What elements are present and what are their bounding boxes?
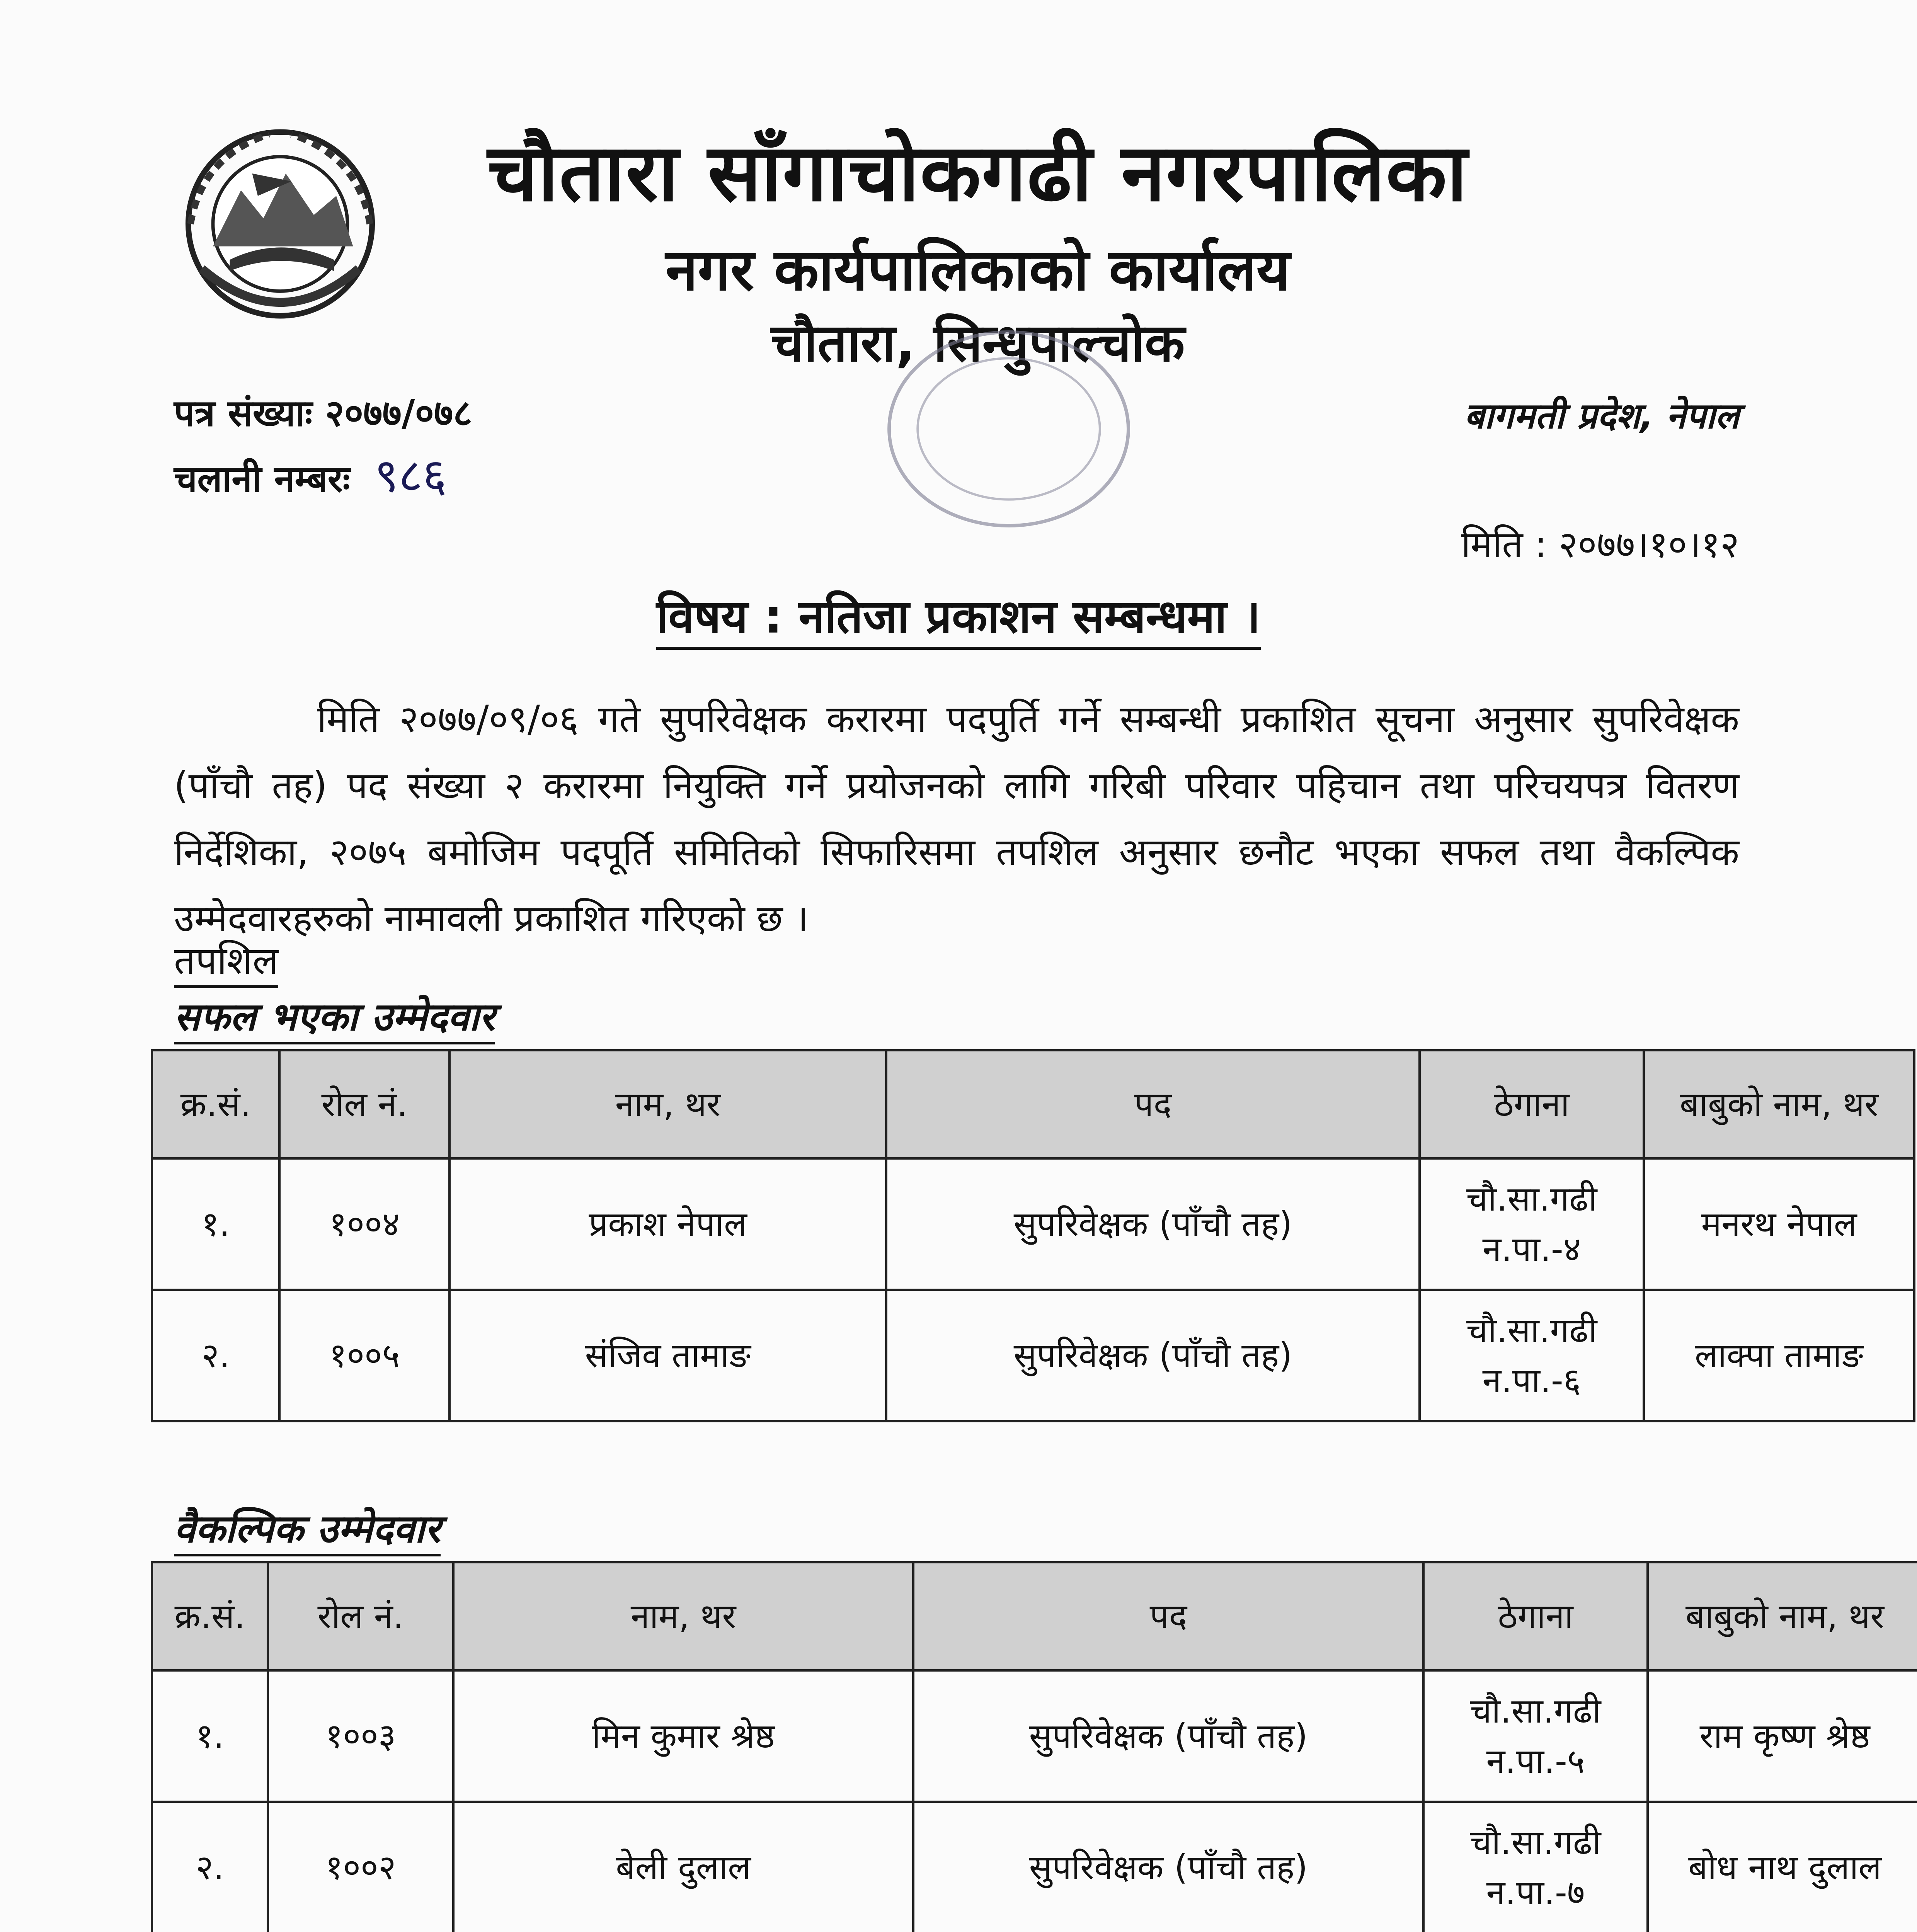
cell-sn: १. bbox=[152, 1158, 279, 1290]
table-header-row bbox=[152, 1562, 1917, 1670]
cell-post: सुपरिवेक्षक (पाँचौ तह) bbox=[913, 1670, 1423, 1802]
reference-number bbox=[174, 386, 472, 437]
cell-name: बेली दुलाल bbox=[453, 1802, 913, 1932]
date-label: मिति : bbox=[1461, 524, 1547, 566]
table-row bbox=[152, 1290, 1914, 1421]
table-header-row bbox=[152, 1050, 1914, 1158]
cell-post: सुपरिवेक्षक (पाँचौ तह) bbox=[886, 1290, 1420, 1421]
subject-text: विषय : नतिजा प्रकाशन सम्बन्धमा । bbox=[656, 590, 1261, 650]
cell-roll: १००२ bbox=[268, 1802, 453, 1932]
cell-sn: १. bbox=[152, 1670, 268, 1802]
office-name: नगर कार्यपालिकाको कार्यालय bbox=[666, 236, 1290, 304]
cell-sn: २. bbox=[152, 1290, 279, 1421]
cell-post: सुपरिवेक्षक (पाँचौ तह) bbox=[886, 1158, 1420, 1290]
cell-father: लाक्पा तामाङ bbox=[1644, 1290, 1914, 1421]
body-paragraph: मिति २०७७/०९/०६ गते सुपरिवेक्षक करारमा पदपुर्ति गर्ने सम्बन्धी प्रकाशित सूचना अनुसार सुपरिवेक्षक (पाँचौ तह) पद संख्या २ करारमा नियुक्ति गर्ने प्रयोजनको लागि गरिबी परिवार पहिचान तथा परिचयपत्र वितरण निर्देशिका, २०७५ बमोजिम पदपूर्ति समितिको सिफारिसमा तपशिल अनुसार छनौट भएका सफल तथा वैकल्पिक उम्मेदवारहरुको नामावली प्रकाशित गरिएको छ । bbox=[174, 697, 1739, 940]
dispatch-number bbox=[174, 442, 447, 505]
details-label: तपशिल bbox=[174, 933, 278, 985]
dispatch-label: चलानी नम्बरः bbox=[174, 458, 350, 500]
province: बागमती प्रदेश, नेपाल bbox=[1464, 395, 1739, 437]
alternate-heading: वैकल्पिक उम्मेदवार bbox=[174, 1501, 441, 1554]
municipality-title: चौतारा साँगाचोकगढी नगरपालिका bbox=[487, 127, 1468, 219]
table-row bbox=[152, 1802, 1917, 1932]
header-roll: रोल नं. bbox=[279, 1050, 449, 1158]
cell-name: संजिव तामाङ bbox=[449, 1290, 886, 1421]
date-value: २०७७।१०।१२ bbox=[1558, 524, 1739, 566]
table-row bbox=[152, 1670, 1917, 1802]
nepal-emblem-icon bbox=[168, 110, 392, 327]
letter-date bbox=[1461, 518, 1739, 568]
dispatch-value: ९८६ bbox=[374, 449, 447, 503]
subject-line bbox=[0, 583, 1917, 646]
alternate-candidates-table bbox=[151, 1561, 1917, 1932]
office-address: चौतारा, सिन्धुपाल्चोक bbox=[771, 313, 1185, 373]
cell-roll: १००४ bbox=[279, 1158, 449, 1290]
cell-name: मिन कुमार श्रेष्ठ bbox=[453, 1670, 913, 1802]
header-father: बाबुको नाम, थर bbox=[1644, 1050, 1914, 1158]
cell-post: सुपरिवेक्षक (पाँचौ तह) bbox=[913, 1802, 1423, 1932]
cell-address: चौ.सा.गढी न.पा.-४ bbox=[1420, 1158, 1644, 1290]
cell-roll: १००३ bbox=[268, 1670, 453, 1802]
cell-sn: २. bbox=[152, 1802, 268, 1932]
reference-label: पत्र संख्याः bbox=[174, 392, 313, 435]
office-stamp bbox=[870, 321, 1148, 537]
header-post: पद bbox=[913, 1562, 1423, 1670]
header-roll: रोल नं. bbox=[268, 1562, 453, 1670]
header-name: नाम, थर bbox=[449, 1050, 886, 1158]
cell-address: चौ.सा.गढी न.पा.-७ bbox=[1423, 1802, 1648, 1932]
header-address: ठेगाना bbox=[1423, 1562, 1648, 1670]
cell-address: चौ.सा.गढी न.पा.-६ bbox=[1420, 1290, 1644, 1421]
header-father: बाबुको नाम, थर bbox=[1648, 1562, 1917, 1670]
cell-father: मनरथ नेपाल bbox=[1644, 1158, 1914, 1290]
successful-heading: सफल भएका उम्मेदवार bbox=[174, 989, 495, 1042]
cell-address: चौ.सा.गढी न.पा.-५ bbox=[1423, 1670, 1648, 1802]
successful-candidates-table bbox=[151, 1049, 1915, 1422]
header-sn: क्र.सं. bbox=[152, 1050, 279, 1158]
header-post: पद bbox=[886, 1050, 1420, 1158]
cell-father: राम कृष्ण श्रेष्ठ bbox=[1648, 1670, 1917, 1802]
cell-name: प्रकाश नेपाल bbox=[449, 1158, 886, 1290]
table-row bbox=[152, 1158, 1914, 1290]
reference-value: २०७७/०७८ bbox=[325, 392, 472, 435]
header-name: नाम, थर bbox=[453, 1562, 913, 1670]
cell-roll: १००५ bbox=[279, 1290, 449, 1421]
cell-father: बोध नाथ दुलाल bbox=[1648, 1802, 1917, 1932]
header-address: ठेगाना bbox=[1420, 1050, 1644, 1158]
header-sn: क्र.सं. bbox=[152, 1562, 268, 1670]
